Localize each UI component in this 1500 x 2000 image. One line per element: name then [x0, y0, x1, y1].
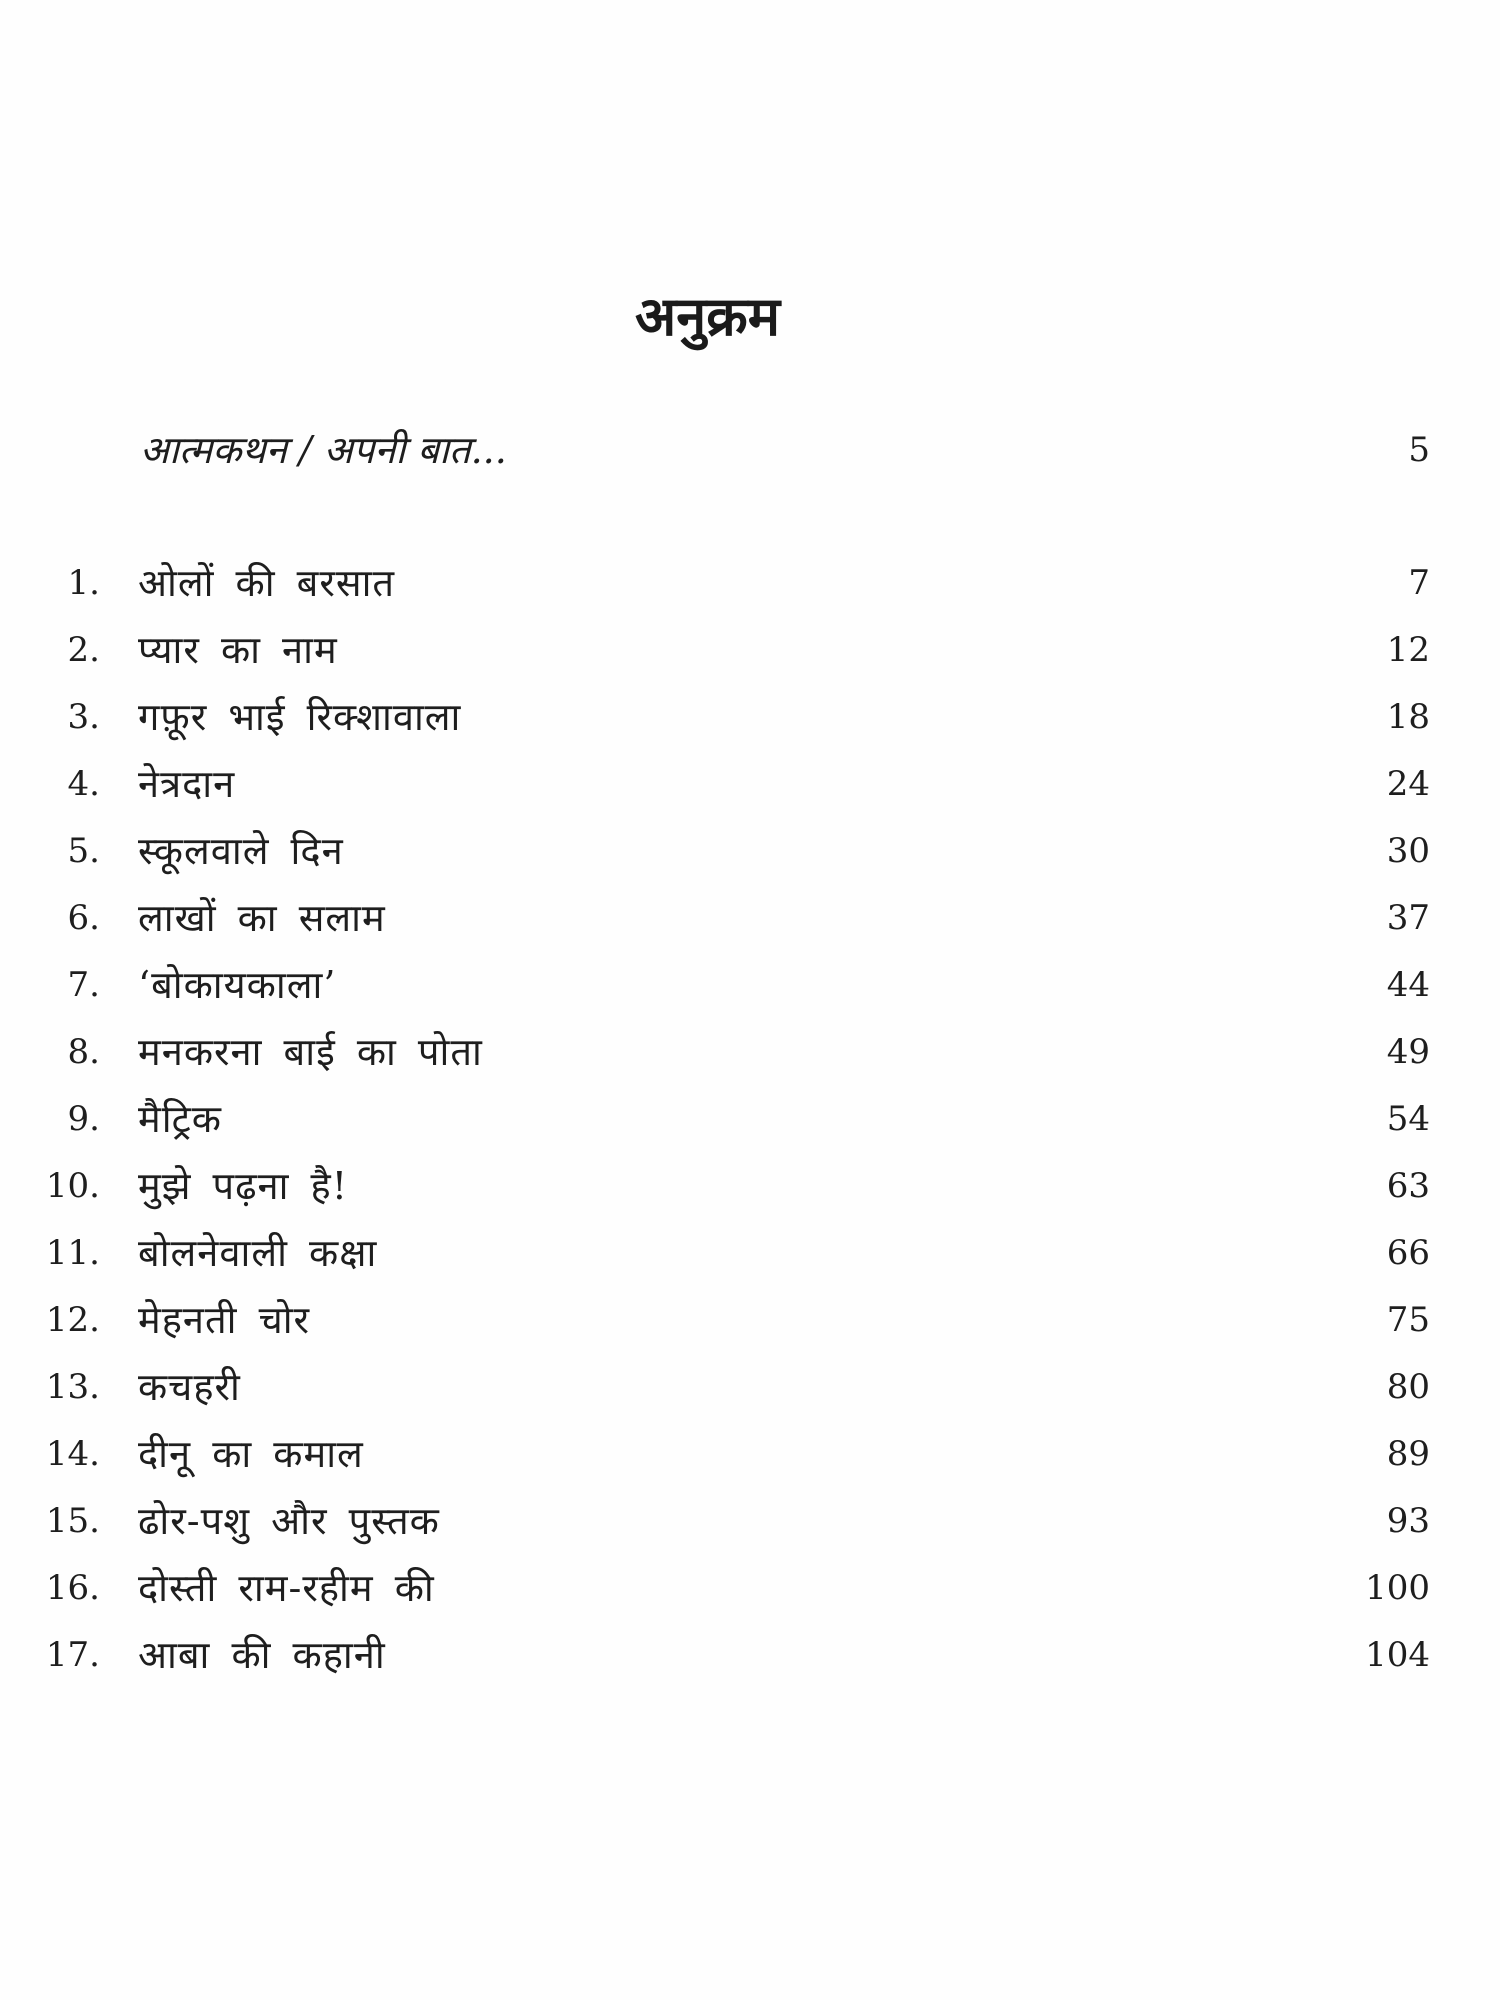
- chapter-number: 4.: [67, 764, 100, 804]
- chapter-number: 15.: [45, 1501, 100, 1541]
- chapter-title: लाखों का सलाम: [138, 896, 386, 940]
- toc-entry[interactable]: [0, 620, 1430, 687]
- chapter-title: बोलनेवाली कक्षा: [138, 1231, 378, 1275]
- chapter-title: मुझे पढ़ना है!: [138, 1164, 348, 1208]
- table-of-contents: [0, 553, 1430, 1692]
- chapter-title: मैट्रिक: [138, 1097, 222, 1141]
- toc-entry[interactable]: [0, 754, 1430, 821]
- chapter-number: 16.: [45, 1568, 100, 1608]
- chapter-title: मनकरना बाई का पोता: [138, 1030, 483, 1074]
- chapter-title: दोस्ती राम-रहीम की: [138, 1566, 435, 1610]
- toc-entry[interactable]: [0, 955, 1430, 1022]
- chapter-title: आबा की कहानी: [138, 1633, 386, 1677]
- chapter-page-number: 89: [1386, 1434, 1430, 1474]
- chapter-page-number: 44: [1386, 965, 1430, 1005]
- toc-entry[interactable]: [0, 1558, 1430, 1625]
- chapter-title: स्कूलवाले दिन: [138, 829, 344, 873]
- chapter-page-number: 12: [1386, 630, 1430, 670]
- page-title: अनुक्रम: [635, 285, 780, 348]
- chapter-page-number: 63: [1386, 1166, 1430, 1206]
- chapter-number: 11.: [45, 1233, 100, 1273]
- chapter-title: कचहरी: [138, 1365, 241, 1409]
- chapter-number: 9.: [67, 1099, 100, 1139]
- toc-entry[interactable]: [0, 1357, 1430, 1424]
- toc-preface-row[interactable]: [140, 420, 1430, 480]
- toc-entry[interactable]: [0, 1290, 1430, 1357]
- chapter-page-number: 93: [1386, 1501, 1430, 1541]
- chapter-page-number: 24: [1386, 764, 1430, 804]
- toc-entry[interactable]: [0, 1089, 1430, 1156]
- chapter-title: मेहनती चोर: [138, 1298, 311, 1342]
- chapter-page-number: 54: [1386, 1099, 1430, 1139]
- chapter-number: 1.: [67, 563, 100, 603]
- chapter-number: 7.: [67, 965, 100, 1005]
- preface-page-number: 5: [1408, 430, 1430, 470]
- chapter-number: 2.: [67, 630, 100, 670]
- chapter-number: 14.: [45, 1434, 100, 1474]
- chapter-page-number: 100: [1365, 1568, 1430, 1608]
- chapter-number: 6.: [67, 898, 100, 938]
- chapter-page-number: 75: [1386, 1300, 1430, 1340]
- toc-entry[interactable]: [0, 1223, 1430, 1290]
- chapter-number: 12.: [45, 1300, 100, 1340]
- toc-entry[interactable]: [0, 553, 1430, 620]
- chapter-number: 17.: [45, 1635, 100, 1675]
- chapter-title: ‘बोकायकाला’: [138, 963, 337, 1007]
- toc-entry[interactable]: [0, 1625, 1430, 1692]
- chapter-page-number: 30: [1386, 831, 1430, 871]
- chapter-page-number: 104: [1365, 1635, 1430, 1675]
- toc-entry[interactable]: [0, 1424, 1430, 1491]
- chapter-number: 13.: [45, 1367, 100, 1407]
- chapter-number: 5.: [67, 831, 100, 871]
- chapter-page-number: 18: [1386, 697, 1430, 737]
- preface-title: आत्मकथन / अपनी बात...: [140, 428, 507, 472]
- chapter-page-number: 66: [1386, 1233, 1430, 1273]
- chapter-page-number: 49: [1386, 1032, 1430, 1072]
- chapter-page-number: 80: [1386, 1367, 1430, 1407]
- chapter-number: 8.: [67, 1032, 100, 1072]
- toc-entry[interactable]: [0, 1491, 1430, 1558]
- chapter-title: दीनू का कमाल: [138, 1432, 364, 1476]
- toc-entry[interactable]: [0, 821, 1430, 888]
- chapter-number: 10.: [45, 1166, 100, 1206]
- toc-entry[interactable]: [0, 1022, 1430, 1089]
- toc-entry[interactable]: [0, 1156, 1430, 1223]
- toc-entry[interactable]: [0, 888, 1430, 955]
- toc-entry[interactable]: [0, 687, 1430, 754]
- chapter-title: गफ़ूर भाई रिक्शावाला: [138, 695, 462, 739]
- chapter-title: प्यार का नाम: [138, 628, 338, 672]
- chapter-page-number: 37: [1386, 898, 1430, 938]
- chapter-number: 3.: [67, 697, 100, 737]
- chapter-title: ओलों की बरसात: [138, 561, 396, 605]
- chapter-title: नेत्रदान: [138, 762, 236, 806]
- chapter-title: ढोर-पशु और पुस्तक: [138, 1499, 440, 1543]
- chapter-page-number: 7: [1408, 563, 1430, 603]
